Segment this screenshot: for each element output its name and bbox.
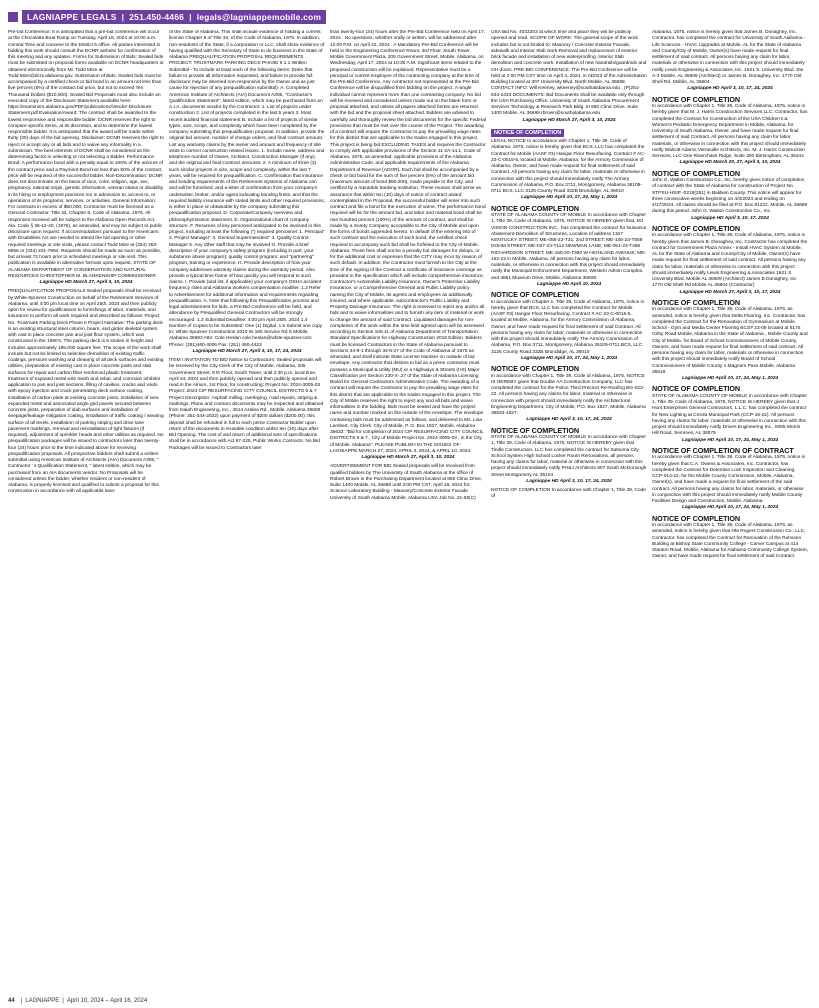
notice-body: ADVERTISEMENT FOR BID Sealed proposals will be received from qualified bidders by The University of South Alabama at the office of Robert Brown in the Purchasing Department located at 650 Clinic Drive, Suite 1400 Mobile, AL 36688 until 3:00 PM CST, April 18, 2024 for: Science Laboratory Building - Masonry/Concrete Exterior Facade University of South Alabama Mobile, Alabama USA Job No. 21-55(C): [330, 464, 482, 501]
column-4: [491, 30, 647, 994]
notice-heading: NOTICE OF COMPLETION: [652, 384, 741, 394]
publication-dates: Lagniappe HD April 3, 10, 17, 2024: [691, 215, 769, 221]
publication-dates: Lagniappe HD March 27, April 3, 10, 2024: [361, 455, 455, 460]
publication-dates: Lagniappe HD April 3, 10, 17, 24, 2024: [526, 417, 612, 423]
notice-heading: NOTICE OF COMPLETION: [652, 168, 741, 178]
notice-body: In accordance with Chapter 1, Title 39, Code of Alabama, 1975, notice is hereby given that M. J. Harris Construction Services LLC, Contractor, has completed the Contract for Construction of the USA Children's & Women's Pediatric Emergency Department in Mobile, Alabama, for University of South Alabama, Owner, and have made request for final settlement of said Contract. All persons having any claim for labor, materials, or otherwise in connection with this project should immediately notify Walcott Adams Verneuille Architects, Inc. M. J. Harris Construction Services, LLC One Riverchase Ridge, Suite 300 Birmingham, AL 35244: [652, 104, 808, 159]
header-separator: |: [189, 12, 192, 22]
notice-heading: NOTICE OF COMPLETION: [491, 364, 580, 373]
header-title: LAGNIAPPE LEGALS: [27, 12, 117, 22]
publication-dates: Lagniappe HD March 27, April 3, 10, 2024: [39, 280, 133, 285]
notice-heading: NOTICE OF COMPLETION: [652, 297, 741, 307]
header-bar: [22, 10, 326, 24]
publication-dates: Lagniappe HD March 27, April 3, 10, 2024: [522, 117, 616, 123]
publication-dates: Lagniappe HD April 10, 17, 24, May 1, 2024: [520, 355, 618, 361]
column-5: [652, 30, 808, 994]
footer-separator: |: [20, 998, 23, 1004]
notice-body: In accordance with Chapter 1, Title 39, Code of Alabama, 1975, as amended, notice is hereby given that HM Rogers Construction Co., LLC, Contractor, has completed the Contract for Renovation of the Ruhssen Building at Bishop State Community College - Carver Campus at 414 Stanton Road, Mobile, Alabama for Alabama Community College System, Owner, and have made request for final settlement of said Contract.: [652, 523, 808, 560]
notice-body: John G. Walton Construction Co., Inc. hereby gives notice of completion of contract with the State of Alabama for construction of Project No. STPSU-HSIP -0219(251) in Baldwin County. This notice will appear for three consecutive weeks beginning on 4/3/2024 and ending on 4/17/2024. All claims should be filed at P.O. Box 81222, Mobile, AL 36689 during this period. John G. Walton Construction Co., Inc.: [652, 178, 808, 215]
notice-body: STATE OF ALABAMA COUNTY OF MOBILE In accordance with Chapter 1, Title 39, Code of Alabama, 1975, NOTICE IS HEREBY given that J Hunt Enterprises General Contractors, L.L.C. has completed the contract for New Lighting at Creola Municipal Park (CCP-18-22). All persons having any claims for labor, materials or otherwise in connection with this project should immediately notify Driven Engineering Inc., 8005 Morris Hill Road, Semmes, AL 36575: [652, 393, 807, 437]
notice-heading: NOTICE OF COMPLETION: [652, 94, 741, 104]
section-tag: NOTICE OF COMPLETION: [491, 129, 564, 137]
notice-body: In accordance with Chapter 1, Title 39, Code of Alabama, 1975, notice is hereby given that James B. Donaghey, Inc. Contractor has completed the contract for Government Plaza Annex - Install HVAC System at Mobile, AL for the State of Alabama and County/City of Mobile, Owner(s) have made request for final settlement of said contract. All persons having any claim for labor, materials or otherwise in connection with this project should immediately notify Lewis Engineering & Associates 1621 S University Blvd. Mobile AL 36609 (Architect) James B Donaghey, Inc 1770 Old Shell Rd Mobile AL 36604 (Contractor): [652, 233, 808, 289]
notice-body: LEGAL NOTICE In accordance with Chapter 1, Title 39, Code of Alabama, 1975, notice is hereby given that BCS, LLC has completed the Contract for Mobile (AASF #3) Hangar Floor Resurfacing, Contract # AC-23-C-0015-5, located at Mobile, Alabama, for the Armory Commission of Alabama, Owner, and have made request for final settlement of said Contract. All persons having any claim for labor, materials or otherwise in connection with this project should immediately notify The Armory Commission of Alabama, P.O. Box 3711, Montgomery, Alabama 36109-0711 BCS, LLC 3125 County Road 332B Brundidge, AL 36010: [491, 139, 646, 194]
header-email[interactable]: legals@lagniappemobile.com: [196, 12, 322, 22]
footer-dates: April 10, 2024 – April 16, 2024: [66, 998, 148, 1004]
notice-body: Alabama, 1975, notice is hereby given that James B. Donaghey, Inc. Contractor, has completed the contract for University of South Alabama - Life Sciences - HVAC Upgrades at Mobile, AL for the State of Alabama and County/City of Mobile, Owner(s) have made request for final settlement of said contract. All persons having any claim for labor, materials or otherwise in connection with this project should immediately notify Lewis Engineering & Associates, Inc. 1621 S. University Blvd. Ste A-3 Mobile, AL 36609 (Architect) or James B. Donaghey, Inc. 1770 Old Shell Rd. Mobile, AL 36604.: [652, 30, 806, 85]
legal-columns: [8, 30, 811, 994]
notice-body: PREQUALIFICATION PROPOSALS Sealed proposals shall be received by White-Spunner Construction on behalf of the Retirement Services of Alabama, until 4:00 pm local time on April 25th, 2024 and then publicly open for review for qualifications to furnishings of labor, materials, and insurance to perform all work required and described as follows: Project No. Trustmark Parking Deck Phase II Project Narrative: The parking deck is an existing structural steel column, beam, and girder skeletal system with cast in place concrete pan and joist floor system, which was constructed in the 1960's. The parking deck is 6 stories in height and includes approximately 185,000 square feet. The scope of the work shall include but not be limited to selective demolition of existing traffic coatings, pressure washing and cleaning of all deck surfaces and existing utilities, preparation of existing cast in place concrete joists and slab surfaces for repair and carbon fiber reinforced plastic treatment, treatment of exposed metal wire mesh and rebar, and corrosion inhibitor application to pan and joist sections, filling of cavities, cracks and voids with epoxy injection and crack penetrating deck surface coating, installation of carbon plate at existing concrete joists, installation of new expanded metal and associated angle grid panels secured between concrete joists, preparation of slab surfaces and installation of seepage/leakage mitigation coating, installation of traffic coating / wearing surface of all levels, installation of parking striping and drive lane pavement markings, removal and reinstallation of light fixtures (if required), adjustment of sprinkler heads and other utilities as required. No prequalification packages will be issued to contractors later than twenty-four (24) hours prior to the time indicated above for receiving prequalification proposals. All prospective bidders shall submit a written submittal using American Institute of Architects (AIA) Document A305, " Contractor ' s Qualification Statement, " latest edition, which may be purchased from an AIA documents vendor. No Proposals will be considered unless the bidder, whether resident or non-resident of Alabama, is properly licensed and qualified to submit a proposal for this construction in accordance with all applicable laws: [8, 289, 164, 495]
page-footer: [8, 996, 147, 1006]
publication-dates: Lagniappe HD April 10, 17, 24, May 1, 2024: [681, 505, 779, 511]
notice-body: than twenty-four (24) hours after the Pre-Bid Conference held on April 17, 2024 . No questions, whether orally or written, will be addressed after 12:00 P.M. on April 22, 2024 . A Mandatory Pre-Bid Conference will be held in the Engineering Conference Room, 3rd Floor, South Tower, Mobile Government Plaza, 205 Government Street, Mobile, Alabama, on Wednesday, April 17, 2024 at 10:30 A.M. Significant items related to the proposed construction will be explained. Representative must be a principal or current employee of the contracting company at the time of the Pre-Bid Conference. Any contractor not represented at the Pre-Bid Conference will be disqualified from bidding on the project. A single individual cannot represent more than one contracting company. No bid will be received and considered unless made out on the blank form or proposal attached, and unless all papers attached hereto are returned with the bid and the proposal sheet attached. Bidders are advised to carefully and thoroughly review the bid documents for the specific Federal provisions that must be met over the course of the Project. The awarding of a contract will require the Contractor to pay the prevailing wage rates for this district that are applicable to the trades engaged in this project. This project is being bid EXCLUDING TAXES and requires the Contractor to comply with applicable provisions of the Section 11-2A-14.1, Code of Alabama, 1975, as amended; applicable provisions of the Alabama Administrative Code; and applicable requirements of the Alabama Department of Revenue (ADOR). Each bid shall be accompanied by a check or bid bond for the sum of five percent (5%) of the amount bid (maximum amount of bond $50,000), made payable to the City, and certified by a reputable banking institution. These monies shall serve as assurance that within ten (10) days of notice of contract award contemplated in the Proposal, the successful bidder will enter into such contract and file a bond for the execution of same. The performance bond required will be for the amount bid, and labor and material bond shall be one hundred percent (100%) of the amount of contract, and shall be made by a Surety Company acceptable to the City of Mobile and upon the forms of bonds appended hereto. In default of the entering into of such contract and the execution of such bond, the certified check required to accompany such bid shall be forfeited to the City of Mobile, Alabama. These fees shall not be a penalty but damages for delays, or for the additional cost or expenses that the CITY may incur by reason of such default. In addition, the Contractor must furnish to the City at the time of the signing of the Contract a certificate of insurance coverage as provided in the specification which will include comprehensive insurance, Contractor's Automobile Liability Insurance, Owner's Protective Liability Insurance, or a Comprehensive General and Public Liability policy naming the City of Mobile, its agents and employees as additionally insured, and where applicable, subcontractor's Public Liability and Property Damage Insurance. The right is reserved to reject any and/or all bids and to waive informalities and to furnish any item of material or work to change the amount of said Contract. Liquidated damages for non-completion of the work within the time limit agreed upon will be assessed according to Section 108.11 of Alabama Department of Transportation Standard Specifications for Highway Construction 2018 Edition. Bidders must be licensed Contractors in the State of Alabama pursuant to Sections 34-8-1 through 34-8-27 of the Code of Alabama of 1975 as amended, and shall indicate State License Number on outside of bid envelope. Any contractor that desires to bid as a prime contractor must possess a Municipal & Utility (MU) or a Highways & Streets (HS) Major Classification per Section 230-X-.27 of the State of Alabama Licensing Board for General Contractors Administrative Code. The awarding of a contract will require the Contractor to pay the prevailing wage rates for this district that are applicable to the trades engaged in this project. The City of Mobile reserves the right to reject any and all bids and waive informalities in the bidding. Bids must be sealed and have the project name and number marked on the outside of the envelope. The envelope containing bids must be addressed as follows, and delivered to Ms. Lisa Lambert, City Clerk; City of Mobile, P. O. Box 1827, Mobile, Alabama 36633: "Bid for completion of 2024 CIP RESURFACING CITY COUNCIL DISTRICTS 6 & 7 , City of Mobile Project No. 2024-3005-03 , in the City of Mobile, Alabama". PLEASE PUBLISH IN THE ISSUES OF: LAGNIAPPE MARCH 27, 2024, APRIL 3, 2024, & APRIL 10, 2024.: [330, 30, 486, 454]
publication-dates: Lagniappe HD April 10, 17, 24, May 1, 2024: [681, 376, 779, 381]
column-1: [8, 30, 164, 994]
publication-dates: Lagniappe HD March 20, 27, April 3, 10, 2024: [679, 160, 781, 166]
footer-separator: |: [62, 998, 64, 1004]
notice-body: STATE OF ALABAMA COUNTY OF MOBILE In accordance with Chapter 1, Title 39, Code of Alabama, 1975, NOTICE IS HEREBY given that Tindle Construction, LLC has completed the contract for Satsuma City School System High School Locker Room Renovations, all persons having any claims for labor, material or otherwise in connection with this project should immediately notify PH&J Architects 807 South McDonough Street Montgomery AL 36104: [491, 435, 647, 478]
publication-dates: Lagniappe HD April 10, 17, 24, May 1, 2024: [520, 195, 618, 201]
column-3: [330, 30, 486, 994]
notice-heading: NOTICE OF COMPLETION: [491, 203, 580, 213]
header-separator: |: [121, 12, 125, 22]
notice-heading: NOTICE OF COMPLETION: [491, 290, 580, 299]
notice-body: In accordance with Chapter 1, Title 39, Code of Alabama, 1975, notice is hereby given that C.A. Owens & Associates, Inc. Contractor, has completed the Contract for Detention Lock Inspection and Cleaning, CCP-014-22, for the Mobile County Commission, Mobile, Alabama, Owner(s), and have made a request for final settlement of the said contract. All persons having any claims for labor, materials, or otherwise in conjunction with this project should immediately notify Mobile County Facilities Design and Construction, Mobile, Alabama.: [652, 455, 805, 504]
notice-body: ITEM I INVITATION TO BID Notice to Contractors: Sealed proposals will be received by the City Clerk of the City of Mobile, Alabama, 205 Government Street, 9 th Floor, South Tower, until 2:30 p.m. local time, April 24, 2024 and then publicly opened and then publicly opened and read in the Atrium, 1st Floor, for constructing: Project No: 2024-3005-03 Project: 2024 CIP RESURFACING CITY COUNCIL DISTRICTS 6 & 7 Project Description: Asphalt milling, overlaying, road repairs, striping & markings. Plans and contract documents may be inspected and obtained from Isaiah Engineering, Inc., 4514 Azalea Rd., Mobile, Alabama 36609 (Phone: 251-344-2022) upon payment of $200 dollars ($200.00); this deposit shall be refunded in full to each prime Contractor Bidder upon return of the documents in reusable condition within ten (10) days after Bid Opening. The cost of and return of additional sets of specifications shall be in accordance with Act 97-225, Public Works Contracts. No Bid Packages will be issued to Contractors later: [169, 358, 324, 451]
column-2: [169, 30, 325, 994]
header-phone: 251.450-4466: [129, 12, 185, 22]
notice-heading: NOTICE OF COMPLETION: [652, 513, 741, 523]
publication-dates: Lagniappe HD March 27, April 3, 10, 17, 24, 2024: [192, 348, 302, 354]
notice-body: NOTICE OF COMPLETION In accordance with Chapter 1, Title 39, Code of: [491, 488, 646, 500]
notice-body: Pre-bid Conference: It is anticipated that a pre-bid conference will occur at the Chocolatta Boat Ramp on Tuesday, April 16, 2024 at 10:00 a.m. Central Time and convene to the District 5 office. All parties interested in bidding this work should consult the DCNR website for confirmation of this meeting and any updates. Forms for Submission of Bids: Sealed bids must be submitted on proposal forms available on DCNR headquarters or obtained electronically from Mr. Todd Mize at Todd.Mize@dcnr.alabama.gov. Submission of Bids: Sealed bids must be accompanied by a certified check or bid bond in an amount not less than five percent (5%) of the contract bid price, but not to exceed Ten Thousand Dollars ($10,000). Sealed Bid Proposals must also include an executed copy of the Disclosure Statement available here: https://examiners.alabama.gov/PDF/publications/Vendor-Disclosure-Statement.pdf Evaluation/Award: The contract shall be awarded to the lowest responsive and responsible bidder. DCNR reserves the right to compare specific items, at its discretion, and to determine the lowest responsible bidder. It is anticipated that the award will be made within thirty (30) days of the bid opening. Disclaimer: DCNR reserves the right to reject or accept any or all bids and to waive any informality in a submission. The best interests of DCNR shall be considered as the determining factor in selecting or not selecting a Bidder. Performance Bond: A performance bond with a penalty equal to 100% of the amount of the contract price and a Payment Bond not less than 50% of the contract price will be required of the successful bidder. Non-Discrimination: DCNR does not discriminate on the basis of race, color, religion, age, sex, pregnancy, national origin, genetic information, veteran status or disability in its hiring or employment practices nor in admission to, access to, or operations of its programs, services, or activities. General Information: For contracts in excess of $50,000, Contractor must be licensed as a General Contractor. Title 34, Chapter 8, Code of Alabama, 1975. All responses received will be subject to the Alabama Open Records Act, Ala. Code § 36-12-40, (1975), as amended, and may be subject to public disclosure upon request. If accommodations pursuant to the Americans with Disabilities Act are needed to attend the bid opening or other required meetings or site visits, please contact Todd Mize at (334) 353-8956 or (334) 201-7994. Requests should be made as soon as possible, but at least 72 hours prior to scheduled meetings or site visit. This publication is available in alternative formats upon request. STATE OF ALABAMA DEPARTMENT OF CONSERVATION AND NATURAL RESOURCES CHRISTOPHER M. BLANKENSHIP COMMISSIONER: [8, 30, 164, 279]
notice-heading: NOTICE OF COMPLETION: [491, 425, 580, 435]
notice-body: In accordance with Chapter 1, Title 39, Code of Alabama, 1975, notice is hereby given that BCS, LLC has completed the Contract for Mobile (AASF #3) Hangar Floor Resurfacing, Contract # AC-23-C-0015-5, located at Mobile, Alabama, for the Armory Commission of Alabama, Owner, and have made request for final settlement of said Contract. All persons having any claim for labor, materials or otherwise in connection with this project should immediately notify The Armory Commission of Alabama, P.O. Box 3711, Montgomery, Alabama 36109-0711 BCS, LLC 3125 County Road 332B Brundidge, AL 36010: [491, 299, 644, 355]
footer-brand: LAGNIAPPE: [25, 998, 60, 1004]
notice-body: In accordance with Chapter 1, Title 39, Code of Alabama, 1975, as amended, notice is hereby given that Delta Flooring, Inc. Contractor, has completed the Contract for the Renovation of Gymnasium at Mobile School - Gym and Media Center Flooring BCS# 23-09 located at 6175 Girby Road Mobile, Alabama in the State of Alabama , Mobile County and City of Mobile, for Board of School Commissioners of Mobile County, Owners, and have made request for final settlement of said contract. All persons having any claim for labor, materials or otherwise in connection with this project should immediately notify Board of School Commissioners of Mobile County 1 Magnum Pass Mobile, Alabama 36618.: [652, 307, 808, 375]
page-header: [8, 8, 811, 26]
publication-dates: Lagniappe HD April 10, 17, 24, May 1, 2024: [681, 437, 779, 443]
notice-body: of the State of Alabama. This shall include evidence of holding a current license Chapter 8 of Title 34, of the Code of Alabama, 1975. In addition, non-residents of the State, if a corporation or LLC, shall show evidence of having qualified with the Secretary of State to do business in the State of Alabama PREQUALIFICATION PROPOSAL REQUIREMENTS PROJECT: TRUSTMARK PARKING DECK PHASE II 1.1 Written Submittal - To include at least each of the following items: (Note that failure to provide all information requested, and failure to provide full disclosure may be deemed non-responsive by the Owner and as just cause for rejection of any prequalification submittal). A. Completed American Institute of Architects (AIA) Document A305, "Contractor's Qualification Statement", latest edition, which may be purchased from an A.I.A. documents vendor by the Contractor. 1. List of projects under construction 2. List of projects completed in the last 5 years 3. Most recent audited financial statement B. Include a list of projects of similar types, size, scope, and complexity which have been completed by the company submitting this prequalification proposal. In addition, provide the original bid amount, number of change orders, and final contract amount. List any warranty claims by the owner and amount and frequency of site visits to correct construction related issues. 1. Include name, address and telephone number of Owner, Architect, Construction Manager (if any), and the original and final Contract amounts. 2. A minimum of three (3) such similar projects in size, scope and complexity, within the last 7 years, will be required for prequalification. C. Confirmation that insurance and bonding requirements of the Retirement Systems of Alabama can and will be furnished, and a letter of confirmation from your company's underwriter, broker, and/or agent indicating bonding limits, and that the required liability insurance with stated limits and other required provisions, is either in place or obtainable by the company submitting this prequalification proposal. D. Corporate/Company overview and philosophy/mission statement. E. Organizational chart of company structure. F. Resumes of key personnel anticipated to be involved in this project, including at least the following (") required personnel: 1. Principal" 2. Project Manager" 3. General Superintendent" 4. Quality Control Manager 5. Any other staff that may be involved G. Provide a brief description of your company's safety program (including in part, your substance abuse program); quality control program; and "partnering" program, training or experience. H. Provide description of how your company addresses warranty claims during the warranty period. Also provide a typical time frame of how quickly you will respond to such claims. I. Provide (and list, if applicable) your company's OSHA accident frequency rates and Alabama workers compensation modifier. 1.2 Refer to Advertisement for additional information and requirements regarding prequalification. A. Note that following this Prequalification process and legal advertisement for bids, a Pre-Bid Conference will be held, and attendance by Prequalified General Contractors will be strongly encouraged. 1.3 Submittal Deadline: 4:00 pm April 25th, 2024 1.4 Number of Copies to be Submitted: One (1) Digital. 1.5 Submit one copy to: White Spunner Construction 2010 W 165 Service Rd S Mobile, Alabama 36693 Attn: Cole Heslan cole.heslan@white-spunner.com Phone: (251)460-4006 Fax: (251) 460-4423: [169, 30, 325, 348]
publication-dates: Lagniappe HD April 3, 10, 17, 24, 2024: [526, 478, 612, 484]
publication-dates: Lagniappe HD April 3, 10, 17, 24, 2024: [687, 86, 773, 92]
notice-heading: NOTICE OF COMPLETION: [652, 223, 741, 233]
notice-heading: NOTICE OF COMPLETION OF CONTRACT: [652, 445, 794, 455]
brand-square-icon: [8, 12, 18, 22]
publication-dates: Lagniappe HD April 10, 2024: [536, 281, 602, 287]
footer-page-number: 44: [8, 998, 15, 1004]
notice-body: STATE OF ALABAMA COUNTY OF MOBILE In accordance with Chapter 1, Title 39, Code of Alabama, 1975, NOTICE IS HEREBY given that, MJ VISION CONSTRUCTION INC., has completed the contract for Nuisance Abatement-Demolition of Structures, Location of address 1157 KENTUCKY STREET; ME-055-23-T31: 2nd STREET; ME-105-23-T559 DOHM STREET; ME-027-23-T112 NEWMAN LANE; ME-051-23-T459 RICHARDSON STREET; ME-150-20-T360 W HIGHLAND AVENUE; ME-162-22 in Mobile, Alabama. All persons having any claim for labor, materials, or otherwise in connection with this project should immediately notify the Municipal Enforcement Department, Western Admin Complex, and 4851 Museum Drive, Mobile, Alabama 36608.: [491, 213, 647, 281]
publication-dates: Lagniappe HD March 27, April 3, 10, 17, 2024: [679, 289, 781, 295]
notice-body: USA Bid No. 4032203 at which time and place they will be publicly opened and read. SCOPE OF WORK: The general scope of the work includes but is not limited to: Masonry / Concrete Exterior Facade, sidewalk and Interior Slab work-Removal and replacement of exterior brick facade and installation of new waterproofing. Interior Slab demolition and concrete work. Installation of new handrails/guardrails and OH doors. PRE-BID CONFERENCE: The Pre-Bid Conference will be held at 2:00 PM CST time on April 4, 2024, in AD023 of the Administration Building located at 307 University Blvd. North Mobile, AL 36688 CONTACT INFO: Will Keeney, wkeeney@southalabama.edu , (P)251-533-2433 DOCUMENTS: Bid Documents shall be available only through the USA Purchasing Office. University of South Alabama Procurement Services Technology & Research Park Bldg. III 650 Clinic Drive, Suite 1400 Mobile, AL 36688 rbrown@southalabama.edu: [491, 30, 647, 117]
notice-body: In accordance with Chapter 1, Title 39, Code of Alabama, 1975, NOTICE IS HEREBY given that Double AA Construction Company, LLC has completed the contract for the Police Third Precinct Re-Roofing BG-023-22. All persons having any claims for labor, material or otherwise in connection with project should immediately notify the Architectural Engineering Department, City of Mobile, P.O. Box 1827, Mobile, Alabama 36633-1827.: [491, 373, 646, 416]
